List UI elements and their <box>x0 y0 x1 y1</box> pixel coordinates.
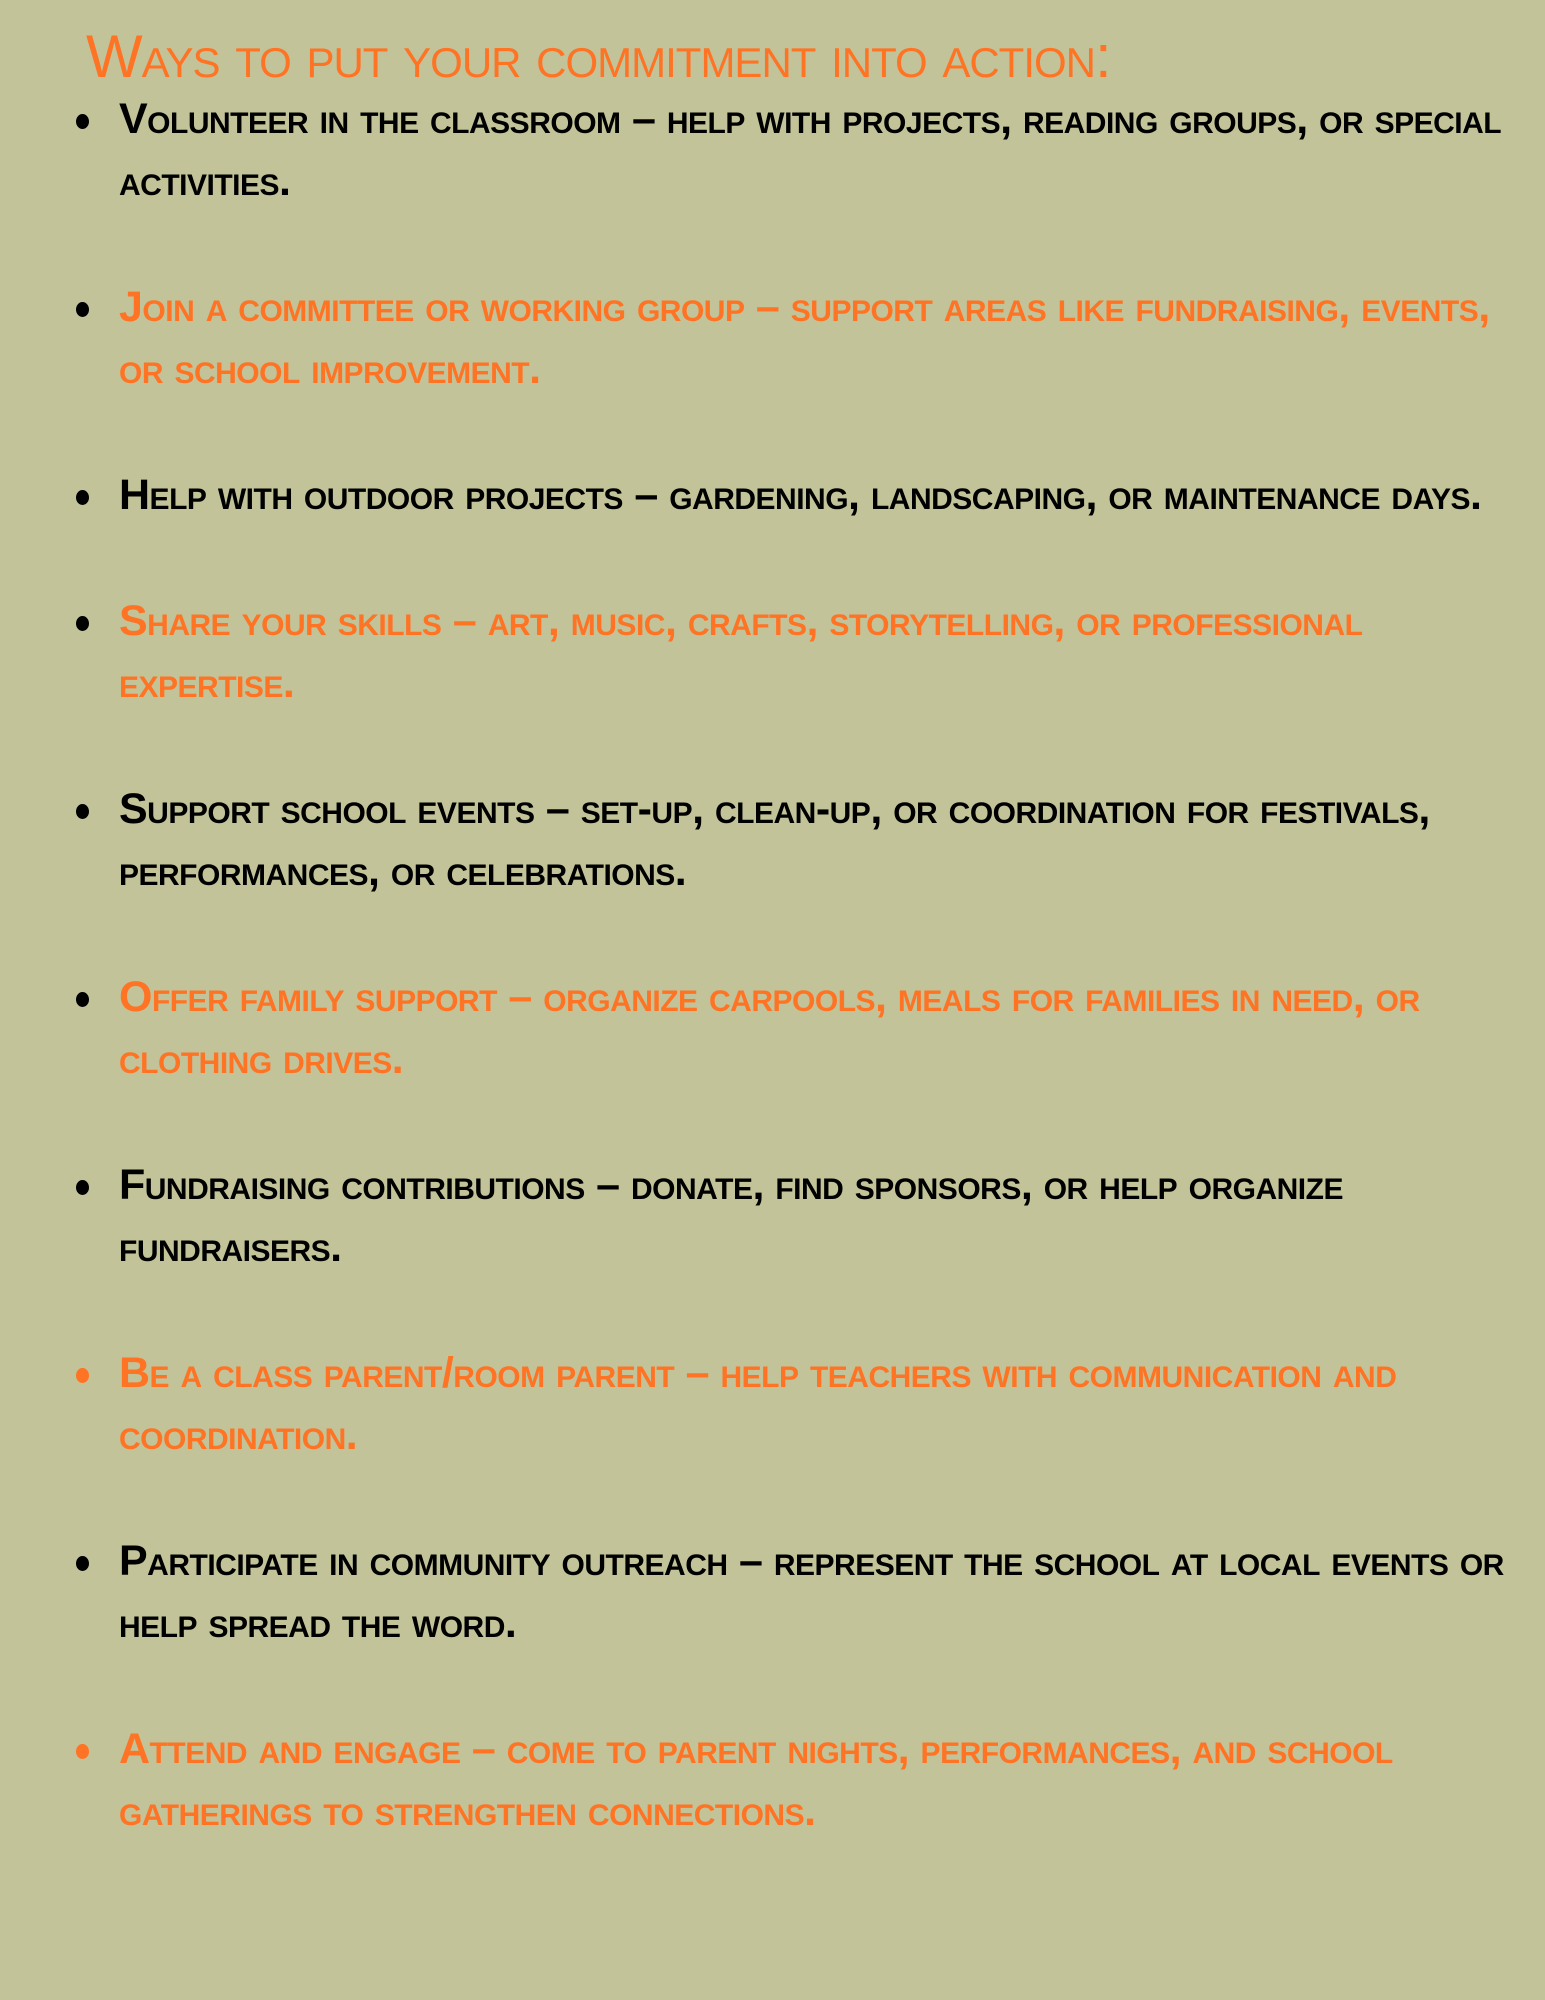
bullet-icon <box>76 302 89 317</box>
item-text: Support school events – set-up, clean-up, or coordination for festivals, performances, or celebrations. <box>119 785 1430 895</box>
bullet-icon <box>76 1556 89 1571</box>
bullet-icon <box>76 992 89 1007</box>
bullet-icon <box>76 114 89 129</box>
list-item <box>72 1154 1512 1278</box>
list-item <box>72 966 1512 1090</box>
bullet-icon <box>76 804 89 819</box>
item-text: Fundraising contributions – donate, find sponsors, or help organize fundraisers. <box>119 1161 1343 1271</box>
item-text: Offer family support – organize carpools, meals for families in need, or clothing drives. <box>119 973 1420 1083</box>
list-item <box>72 464 1512 526</box>
item-text: Share your skills – art, music, crafts, storytelling, or professional expertise. <box>119 597 1363 707</box>
bullet-icon <box>76 1180 89 1195</box>
bullet-icon <box>76 616 89 631</box>
item-text: Join a committee or working group – support areas like fundraising, events, or school improvement. <box>119 283 1490 393</box>
item-text: Volunteer in the classroom – help with projects, reading groups, or special activities. <box>119 95 1502 205</box>
list-item <box>72 590 1512 714</box>
list-item <box>72 276 1512 400</box>
item-text: Attend and engage – come to parent nights, performances, and school gatherings to strengthen connections. <box>119 1725 1393 1835</box>
item-text: Help with outdoor projects – gardening, landscaping, or maintenance days. <box>119 471 1482 519</box>
list-item <box>72 1342 1512 1466</box>
bullet-icon <box>76 490 89 505</box>
page-title: Ways to put your commitment into action: <box>86 23 1111 90</box>
list-item <box>72 778 1512 902</box>
list-item <box>72 1718 1512 1842</box>
item-text: Participate in community outreach – represent the school at local events or help spread the word. <box>119 1537 1504 1647</box>
action-list <box>72 88 1512 1906</box>
item-text: Be a class parent/room parent – help teachers with communication and coordination. <box>119 1349 1397 1459</box>
list-item <box>72 1530 1512 1654</box>
bullet-icon <box>76 1744 89 1759</box>
list-item <box>72 88 1512 212</box>
bullet-icon <box>76 1368 89 1383</box>
